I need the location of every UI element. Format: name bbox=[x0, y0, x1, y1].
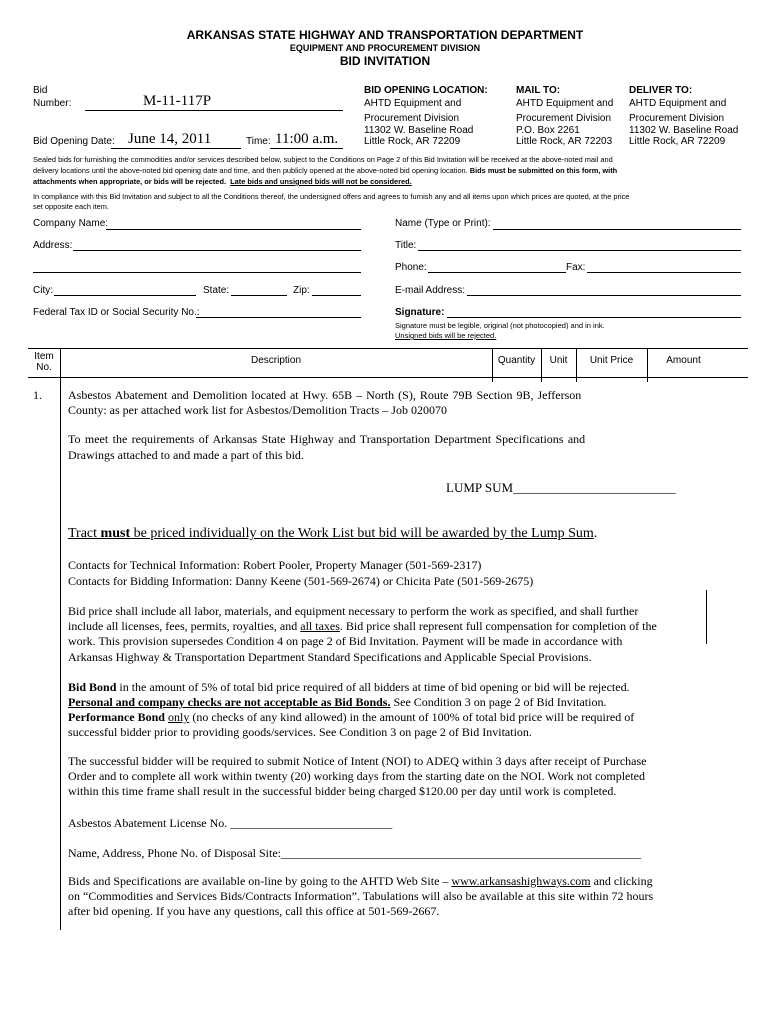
specs-text: To meet the requirements of Arkansas State Highway and Transportation Department Specifications and bbox=[68, 432, 586, 446]
tract-must: must bbox=[100, 526, 131, 541]
bid-bond-bold: Bid Bond bbox=[68, 680, 117, 694]
header-amount: Amount bbox=[666, 355, 701, 366]
online-text: after bid opening. If you have any questions, call this office at 501-569-2667. bbox=[68, 904, 440, 918]
deliver-to-heading: DELIVER TO: bbox=[629, 85, 693, 96]
license-field[interactable]: Asbestos Abatement License No. ___________________________ bbox=[68, 816, 393, 830]
title-label: Title: bbox=[395, 240, 417, 251]
tax-id-label: Federal Tax ID or Social Security No.: bbox=[33, 307, 200, 318]
bid-bond-text bbox=[68, 680, 630, 695]
bid-opening-date-line bbox=[111, 148, 241, 149]
name-label: Name (Type or Print): bbox=[395, 218, 491, 229]
mail-line: AHTD Equipment and bbox=[516, 98, 614, 109]
all-taxes: all taxes bbox=[300, 619, 340, 633]
bid-opening-date-label: Bid Opening Date: bbox=[33, 136, 115, 147]
performance-bond-rest: (no checks of any kind allowed) in the amount of 100% of total bid price will be required of bbox=[189, 710, 635, 724]
signature-field[interactable] bbox=[447, 317, 741, 318]
address-label: Address: bbox=[33, 240, 73, 251]
bid-bond-text bbox=[68, 695, 606, 710]
phone-label: Phone: bbox=[395, 262, 427, 273]
city-label: City: bbox=[33, 285, 53, 296]
header-item-no bbox=[28, 351, 60, 373]
header-description: Description bbox=[250, 355, 302, 366]
mail-to-heading: MAIL TO: bbox=[516, 85, 561, 96]
bid-number-label: Bid bbox=[33, 85, 48, 96]
performance-bond-bold: Performance Bond bbox=[68, 710, 165, 724]
item-description: Asbestos Abatement and Demolition located at Hwy. 65B – North (S), Route 79B Section 9B, Jefferson bbox=[68, 388, 582, 402]
price-text: work. This provision supersedes Condition 4 on page 2 of Bid Invitation. Payment will be made in accordance with bbox=[68, 634, 623, 648]
table-top-border bbox=[28, 348, 748, 349]
time-value: 11:00 a.m. bbox=[275, 131, 339, 147]
online-text: on “Commodities and Services Bids/Contracts Information”. Tabulations will also be available at this site within 72 hours bbox=[68, 889, 654, 903]
noi-text: The successful bidder will be required to submit Notice of Intent (NOI) to ADEQ within 3 days after receipt of Purchase bbox=[68, 754, 647, 768]
notice-text: delivery locations until the above-noted bid opening date and time, and then publicly opened at the above-noted bid opening location. bbox=[33, 166, 470, 175]
disposal-site-field[interactable]: Name, Address, Phone No. of Disposal Site:____________________________________________________________ bbox=[68, 846, 641, 860]
contact-technical: Contacts for Technical Information: Robert Pooler, Property Manager (501-569-2317) bbox=[68, 558, 482, 572]
bid-bond-rest: in the amount of 5% of total bid price required of all bidders at time of bid opening or bid will be rejected. bbox=[116, 680, 630, 694]
noi-text: within this time frame shall result in the successful bidder being charged $120.00 per day until work is completed. bbox=[68, 784, 617, 798]
signature-note: Signature must be legible, original (not photocopied) and in ink. bbox=[395, 321, 605, 330]
online-text bbox=[68, 874, 653, 889]
tract-notice bbox=[68, 526, 597, 542]
online-text-c: and clicking bbox=[590, 874, 653, 888]
company-name-field[interactable] bbox=[106, 229, 361, 230]
header-unit-price: Unit Price bbox=[589, 355, 634, 366]
address-field[interactable] bbox=[73, 250, 361, 251]
deliver-line: Procurement Division bbox=[629, 113, 725, 124]
price-text bbox=[68, 619, 657, 634]
performance-bond-text bbox=[68, 710, 634, 725]
mail-line: Procurement Division bbox=[516, 113, 612, 124]
website-link[interactable]: www.arkansashighways.com bbox=[451, 874, 591, 888]
zip-label: Zip: bbox=[293, 285, 310, 296]
address-field-2[interactable] bbox=[33, 272, 361, 273]
city-field[interactable] bbox=[54, 295, 196, 296]
time-line bbox=[270, 148, 343, 149]
notice-bold: attachments when appropriate, or bids will be rejected. bbox=[33, 177, 227, 186]
signature-note-unsigned: Unsigned bids will be rejected. bbox=[395, 331, 497, 340]
state-label: State: bbox=[203, 285, 230, 296]
bid-bond-rest: See Condition 3 on page 2 of Bid Invitation. bbox=[390, 695, 607, 709]
bid-number-line bbox=[85, 110, 343, 111]
header-quantity: Quantity bbox=[497, 355, 536, 366]
company-name-label: Company Name: bbox=[33, 218, 109, 229]
page-title: BID INVITATION bbox=[339, 54, 431, 68]
mail-line: Little Rock, AR 72203 bbox=[516, 136, 613, 147]
title-field[interactable] bbox=[418, 250, 741, 251]
bid-number-value: M-11-117P bbox=[143, 93, 212, 109]
bid-opening-location-heading: BID OPENING LOCATION: bbox=[364, 85, 488, 96]
phone-field[interactable] bbox=[428, 272, 566, 273]
opening-line: 11302 W. Baseline Road bbox=[364, 125, 474, 136]
compliance-line: set opposite each item. bbox=[33, 202, 110, 211]
checks-not-acceptable: Personal and company checks are not acceptable as Bid Bonds. bbox=[68, 695, 391, 709]
price-text: Arkansas Highway & Transportation Department Standard Specifications and Applicable Special Provisions. bbox=[68, 650, 592, 664]
deliver-line: Little Rock, AR 72209 bbox=[629, 136, 726, 147]
bid-number-label-2: Number: bbox=[33, 98, 72, 109]
notice-line: Sealed bids for furnishing the commodities and/or services described below, subject to the Conditions on Page 2 of this Bid Invitation will be received at the above-noted mail and bbox=[33, 155, 613, 164]
online-text-a: Bids and Specifications are available on-line by going to the AHTD Web Site – bbox=[68, 874, 452, 888]
department-title: ARKANSAS STATE HIGHWAY AND TRANSPORTATION DEPARTMENT bbox=[186, 28, 584, 42]
notice-bold-underline: Late bids and unsigned bids will not be considered. bbox=[230, 177, 412, 186]
price-text: Bid price shall include all labor, materials, and equipment necessary to perform the work as specified, and shall further bbox=[68, 604, 639, 618]
deliver-line: AHTD Equipment and bbox=[629, 98, 727, 109]
lump-sum-field[interactable]: LUMP SUM_________________________ bbox=[446, 480, 676, 495]
tract-text: Tract bbox=[68, 526, 101, 541]
email-field[interactable] bbox=[467, 295, 741, 296]
price-text-b: . Bid price shall represent full compensation for completion of the bbox=[339, 619, 657, 633]
item-number: 1. bbox=[33, 388, 42, 402]
contact-bidding: Contacts for Bidding Information: Danny Keene (501-569-2674) or Chicita Pate (501-569-2675) bbox=[68, 574, 534, 588]
fax-label: Fax: bbox=[566, 262, 586, 273]
time-label: Time: bbox=[246, 136, 271, 147]
only-underline: only bbox=[167, 710, 190, 724]
notice-bold: Bids must be submitted on this form, with bbox=[469, 166, 618, 175]
mail-line: P.O. Box 2261 bbox=[516, 125, 580, 136]
opening-line: Procurement Division bbox=[364, 113, 460, 124]
header-no-label: No. bbox=[36, 362, 52, 373]
table-header-bottom bbox=[28, 377, 748, 378]
opening-line: Little Rock, AR 72209 bbox=[364, 136, 461, 147]
tract-text: be priced individually on the Work List but bid will be awarded by the Lump Sum bbox=[130, 526, 594, 541]
deliver-line: 11302 W. Baseline Road bbox=[629, 125, 739, 136]
tax-id-field[interactable] bbox=[196, 317, 361, 318]
zip-field[interactable] bbox=[312, 295, 361, 296]
noi-text: Order and to complete all work within twenty (20) working days from the starting date on the NOI. Work not completed bbox=[68, 769, 646, 783]
specs-text: Drawings attached to and made a part of this bid. bbox=[68, 448, 304, 462]
notice-line bbox=[33, 177, 412, 186]
name-field[interactable] bbox=[493, 229, 741, 230]
price-text-a: include all licenses, fees, permits, royalties, and bbox=[68, 619, 301, 633]
fax-field[interactable] bbox=[587, 272, 741, 273]
table-col-divider bbox=[706, 590, 707, 644]
item-description: County: as per attached work list for Asbestos/Demolition Tracts – Job 020070 bbox=[68, 403, 447, 417]
notice-line bbox=[33, 166, 617, 175]
performance-bond-text: successful bidder prior to providing goods/services. See Condition 3 on page 2 of Bid Invitation. bbox=[68, 725, 532, 739]
opening-line: AHTD Equipment and bbox=[364, 98, 462, 109]
email-label: E-mail Address: bbox=[395, 285, 466, 296]
header-unit: Unit bbox=[549, 355, 568, 366]
table-col-divider bbox=[60, 348, 61, 930]
state-field[interactable] bbox=[231, 295, 287, 296]
tract-period: . bbox=[593, 526, 598, 541]
bid-opening-date-value: June 14, 2011 bbox=[128, 131, 212, 147]
compliance-line: In compliance with this Bid Invitation and subject to all the Conditions thereof, the undersigned offers and agrees to furnish any and all items upon which prices are quoted, at the price bbox=[33, 192, 630, 201]
header-item-label: Item bbox=[34, 351, 54, 362]
signature-label: Signature: bbox=[395, 307, 445, 318]
division-title: EQUIPMENT AND PROCUREMENT DIVISION bbox=[289, 43, 481, 53]
